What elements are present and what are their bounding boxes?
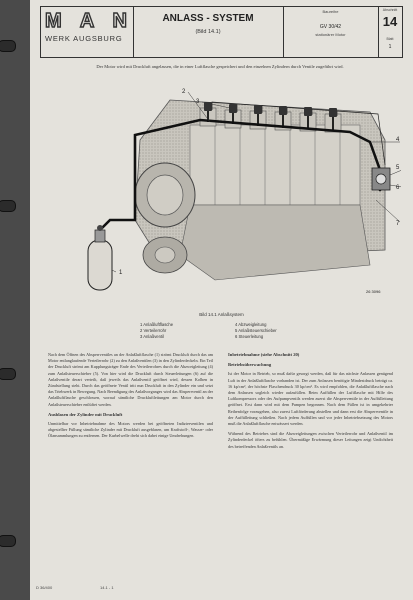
page-subtitle: (Bild 14.1) (195, 29, 221, 35)
legend-item: 2 Verteilerrohr (140, 328, 167, 333)
callout-3: 3 (196, 99, 200, 105)
logo-letter: M (45, 10, 62, 32)
binder-ring-2 (0, 200, 16, 212)
legend-right (235, 322, 277, 340)
logo-letter: A (79, 10, 95, 32)
binder-ring-3 (0, 368, 16, 380)
sheet-number: 1 (388, 44, 392, 50)
callout-5: 5 (396, 165, 400, 171)
starting-control-slide (372, 168, 390, 190)
legend-item: 3 Anlaßventil (140, 334, 164, 339)
title-cell (133, 7, 284, 57)
sheet-label: Blatt (386, 37, 394, 41)
legend-left (140, 322, 173, 340)
logo-cell (41, 7, 134, 57)
engine-diagram (40, 80, 401, 308)
figure-code: 26 3096 (366, 289, 381, 294)
section-number: 14 (382, 14, 398, 29)
body-paragraph: Unmittelbar vor Inbetriebnahme des Motors werden bei geöffneten Indizierventilen und abgestellter Füllung sämtliche Zylinder mit Druckluft ausgeblasen, um Kraftstoff-, Wasser- oder Ölansammlungen zu entfernen. Der Kurbelwelle dreht sich dabei einige Umdrehungen. (48, 421, 213, 439)
model-value: GV 30/42 (319, 24, 342, 30)
model-sub: stationärer Motor (315, 32, 346, 37)
page-number-cell (378, 7, 402, 57)
header-box (40, 6, 403, 58)
callout-7: 7 (396, 221, 400, 227)
left-column (48, 352, 213, 444)
footer-code-left: D 36/400 (36, 585, 53, 590)
footer-code-center: 14.1 - 1 (100, 585, 114, 590)
model-cell (283, 7, 379, 57)
callout-1: 1 (119, 270, 123, 276)
legend-item: 4 Abzweigleitung (235, 322, 267, 327)
body-paragraph: Ist der Motor in Betrieb, so muß dafür gesorgt werden, daß für das nächste Anlassen genügend Luft in der Anlaßluftflasche vorhanden ist. Der zum Anlassen benötigte Mindestdruck beträgt ca. 16 kp/cm², der höchste Flaschendruck 30 kp/cm². Es wird empfohlen, die Anlaßluftflasche nach dem Anlassen sogleich wieder aufzufüllen. Beim Auffüllen der Luftflasche mit Hilfe des Luftkompressors oder des Aufpumpventils werden zuerst die Absperrventile in der Auffülleitung geöffnet. Erst dann wird mit dem Pumpen begonnen. Nach dem Füllen ist in umgekehrter Reihenfolge vorzugehen, also zuerst Luftförderung abstellen und dann erst die Absperrventile in der Auffülleitung schließen. Nach jedem Auffüllen und vor jeder Inbetriebsetzung des Motors muß die Anlaßluftflasche entwässert werden. (228, 371, 393, 427)
callout-4: 4 (396, 137, 400, 143)
binder-ring-1 (0, 40, 16, 52)
legend-item: 6 Steuerleitung (235, 334, 264, 339)
section-heading: Inbetriebnahme (siehe Abschnitt 20) (228, 352, 300, 357)
section-heading: Betriebsüberwachung (228, 362, 272, 368)
logo-subtitle: WERK AUGSBURG (45, 34, 123, 43)
body-paragraph: Während des Betriebes sind die Abzweigleitungen zwischen Verteilerrohr und Anlaßventil im Zylinderdeckel öfters zu befühlen. Übermäßige Erwärmung dieser Leitungen zeigt Undichtheit des betreffenden Anlaßventils an. (228, 431, 393, 449)
air-bottle (88, 225, 112, 290)
legend-item: 1 Anlaßluftflasche (140, 322, 174, 327)
binder-ring-4 (0, 535, 16, 547)
model-label: Baureihe (322, 9, 339, 14)
manual-page (30, 0, 413, 600)
logo-letter: N (112, 10, 127, 32)
section-heading: Ausblasen der Zylinder mit Druckluft (48, 411, 123, 417)
page-title: ANLASS - SYSTEM (162, 13, 254, 24)
figure-caption: Bild 14.1 Anlaßsystem (199, 312, 244, 317)
body-paragraph: Nach dem Öffnen des Absperrventiles an der Anlaßluftflasche (1) strömt Druckluft durch das am Motor entlanglaufende Verteilerrohr (2) zu den Anlaßventilen (3) in den Zylinderdeckeln. Ein Teil der Druckluft strömt am Kupplungsträger Ende des Verteilerrohres durch die Abzweigleitung (4) zum Anlaßsteuerschieber (5). Von hier wird die Druckluft durch Steuerleitungen (6) auf die Anlaßventile derart verteilt, daß jeweils das Anlaßventil geöffnet wird, dessen Kolben in Zündstellung steht. Durch das geöffnete Ventil tritt nun Druckluft in den Zylinder ein und setzt das Triebwerk in Bewegung. Nach Beendigung des Anlaßvorganges wird das Absperrventil an der Anlaßluftflasche geschlossen, worauf sämtliche Druckluftleitungen am Motor durch den Anlaßsteuerschieber entlüftet werden. (48, 352, 213, 407)
callout-2: 2 (182, 89, 186, 95)
intro-text: Der Motor wird mit Druckluft angelassen, die in einer Luftflasche gespeichert und den einzelnen Zylindern durch Ventile zugeführt wird. (96, 64, 344, 69)
section-label: Abschnitt (382, 8, 398, 12)
right-column (228, 352, 393, 454)
man-logo (45, 11, 127, 31)
callout-6: 6 (396, 185, 400, 191)
legend-item: 5 Anlaßsteuerschieber (235, 328, 277, 333)
